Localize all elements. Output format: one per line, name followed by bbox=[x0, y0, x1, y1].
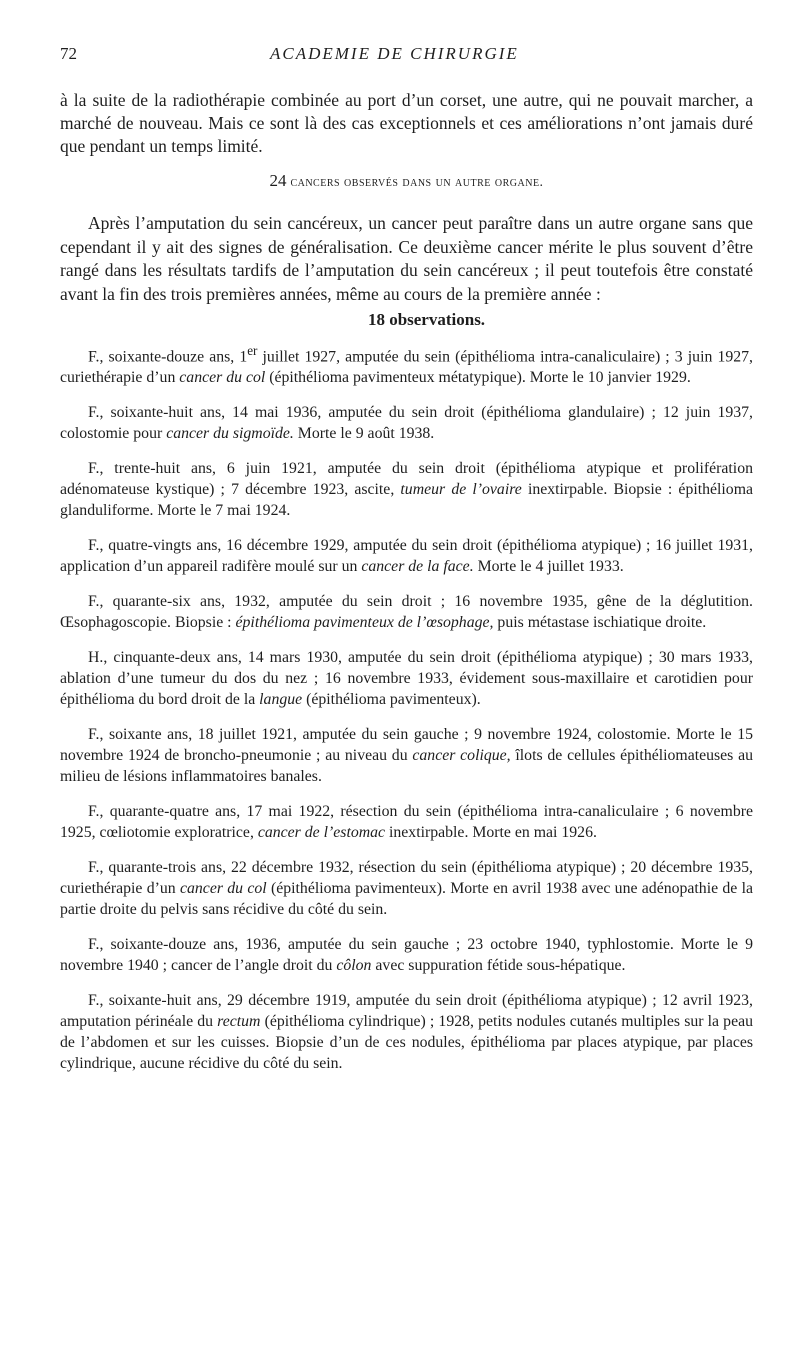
case-italic: côlon bbox=[336, 957, 372, 975]
case-text: inextirpable. Morte en mai 1926. bbox=[385, 824, 597, 842]
case-text: F., quatre-vingts ans, 16 décembre 1929, amputée du sein droit (épithélioma atypique) ; 16 juillet 1931, application d’un appareil radifère moulé sur un bbox=[60, 537, 753, 576]
case-text: (épithélioma pavimenteux). bbox=[302, 691, 481, 709]
case-italic: cancer de la face. bbox=[361, 558, 474, 576]
case-text: (épithélioma cylindrique) ; 1928, petits nodules cutanés multiples sur la peau de l’abdomen et sur les cuisses. Biopsie d’un de ces nodules, épithélioma par places atypique, par places cylindrique, aucune récidive du côté du sein. bbox=[60, 1013, 753, 1073]
case-text: F., trente-huit ans, 6 juin 1921, amputée du sein droit (épithélioma atypique et prolifération adénomateuse kystique) ; 7 décembre 1923, ascite, bbox=[60, 460, 753, 499]
case-text: F., soixante-huit ans, 29 décembre 1919, amputée du sein droit (épithélioma atypique) ; 12 avril 1923, amputation périnéale du bbox=[60, 992, 753, 1031]
case-item bbox=[60, 934, 753, 976]
case-superscript: er bbox=[247, 343, 258, 358]
case-item bbox=[60, 990, 753, 1074]
page-header bbox=[60, 40, 753, 68]
case-text: F., quarante-quatre ans, 17 mai 1922, résection du sein (épithélioma intra-canaliculaire ; 6 novembre 1925, cœliotomie exploratrice, bbox=[60, 803, 753, 842]
case-italic: cancer du col bbox=[180, 880, 267, 898]
observations-heading: 18 observations. bbox=[367, 310, 486, 329]
case-item bbox=[60, 857, 753, 920]
case-italic: cancer du col bbox=[179, 369, 266, 387]
case-item bbox=[60, 647, 753, 710]
case-text: F., soixante-douze ans, 1936, amputée du sein gauche ; 23 octobre 1940, typhlostomie. Morte le 9 novembre 1940 ; cancer de l’angle droit du bbox=[60, 936, 753, 975]
case-text: inextirpable. Biopsie : épithélioma glanduliforme. Morte le 7 mai 1924. bbox=[60, 481, 754, 520]
case-item bbox=[60, 591, 753, 633]
intro-paragraph: à la suite de la radiothérapie combinée au port d’un corset, une autre, qui ne pouvait marcher, a marché de nouveau. Mais ce sont là des cas exceptionnels et ces améliorations n’ont jamais duré que pendant un temps limité. bbox=[60, 90, 753, 156]
section-title: cancers observés dans un autre organe. bbox=[290, 175, 544, 190]
case-list bbox=[60, 340, 753, 1074]
case-text: puis métastase ischiatique droite. bbox=[493, 614, 707, 632]
case-text: Morte le 9 août 1938. bbox=[293, 425, 435, 443]
running-head: ACADEMIE DE CHIRURGIE bbox=[270, 44, 519, 63]
page-number: 72 bbox=[60, 44, 77, 63]
case-italic: cancer du sigmoïde. bbox=[166, 425, 294, 443]
case-item bbox=[60, 535, 753, 577]
case-italic: cancer de l’estomac bbox=[257, 824, 386, 842]
document-page bbox=[60, 40, 753, 1074]
case-item bbox=[60, 801, 753, 843]
case-item bbox=[60, 458, 753, 521]
case-italic: langue bbox=[259, 691, 303, 709]
case-text: (épithélioma pavimenteux). Morte en avril 1938 avec une adénopathie de la partie droite du pelvis sans récidive du côté du sein. bbox=[60, 880, 753, 919]
case-text: juillet 1927, amputée du sein (épithélioma intra-canaliculaire) ; 3 juin 1927, curiethérapie d’un bbox=[60, 348, 753, 387]
case-text: F., soixante-huit ans, 14 mai 1936, amputée du sein droit (épithélioma glandulaire) ; 12 juin 1937, colostomie pour bbox=[60, 404, 753, 443]
case-text: (épithélioma pavimenteux métatypique). Morte le 10 janvier 1929. bbox=[265, 369, 691, 387]
case-text: F., soixante ans, 18 juillet 1921, amputée du sein gauche ; 9 novembre 1924, colostomie. Morte le 15 novembre 1924 de broncho-pneumonie ; au niveau du bbox=[60, 726, 753, 765]
case-text: îlots de cellules épithéliomateuses au milieu de lésions inflammatoires banales. bbox=[60, 747, 754, 786]
case-text: avec suppuration fétide sous-hépatique. bbox=[371, 957, 626, 975]
case-italic: cancer colique, bbox=[412, 747, 511, 765]
case-text: H., cinquante-deux ans, 14 mars 1930, amputée du sein droit (épithélioma atypique) ; 30 mars 1933, ablation d’une tumeur du dos du nez ; 16 novembre 1933, évidement sous-maxillaire et carotidien pour épithélioma du bord droit de la bbox=[60, 649, 753, 709]
section-paragraph: Après l’amputation du sein cancéreux, un cancer peut paraître dans un autre organe sans que cependant il y ait des signes de généralisation. Ce deuxième cancer mérite le plus souvent d’être rangé dans les résultats tardifs de l’amputation du sein cancéreux ; il peut toutefois être constaté avant la fin des trois premières années, même au cours de la première année : bbox=[60, 213, 753, 304]
case-item bbox=[60, 724, 753, 787]
case-item bbox=[60, 340, 753, 388]
section-number: 24 bbox=[269, 171, 287, 190]
case-italic: épithélioma pavimenteux de l’œsophage, bbox=[235, 614, 494, 632]
case-text: Morte le 4 juillet 1933. bbox=[473, 558, 624, 576]
case-text: F., soixante-douze ans, 1 bbox=[88, 348, 248, 366]
case-text: F., quarante-six ans, 1932, amputée du sein droit ; 16 novembre 1935, gêne de la déglutition. Œsophagoscopie. Biopsie : bbox=[60, 593, 753, 632]
section-heading bbox=[60, 170, 753, 194]
case-italic: tumeur de l’ovaire bbox=[400, 481, 522, 499]
case-italic: rectum bbox=[217, 1013, 261, 1031]
case-text: F., quarante-trois ans, 22 décembre 1932, résection du sein (épithélioma atypique) ; 20 décembre 1935, curiethérapie d’un bbox=[60, 859, 753, 898]
case-item bbox=[60, 402, 753, 444]
